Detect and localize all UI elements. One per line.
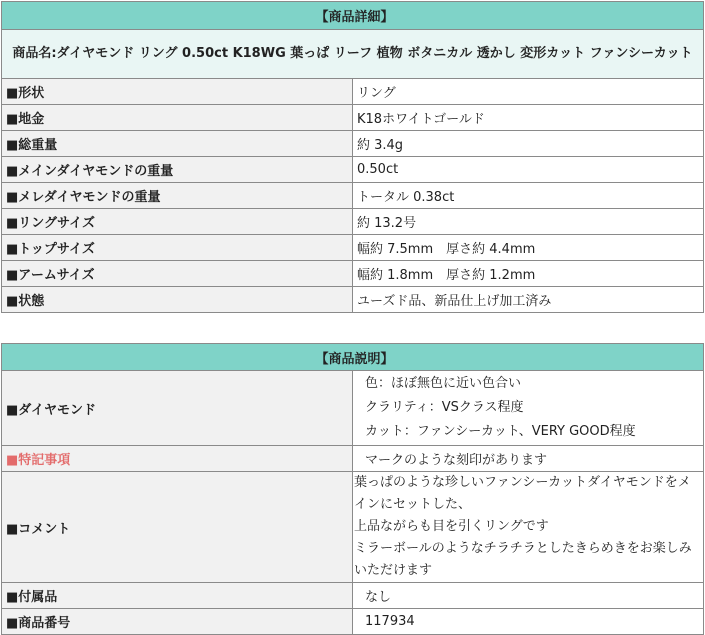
- comment-line: ミラーボールのようなチラチラとしたきらめきをお楽しみいただけます: [354, 541, 692, 578]
- table-row: [2, 131, 704, 157]
- table-row: [2, 79, 704, 105]
- row-value-accessories: なし: [353, 583, 704, 609]
- row-value-top-size: 幅約 7.5mm 厚さ約 4.4mm: [353, 235, 704, 261]
- product-title: 商品名:ダイヤモンド リング 0.50ct K18WG 葉っぱ リーフ 植物 ボタニカル 透かし 変形カット ファンシーカット: [2, 30, 704, 79]
- row-value-condition: ユーズド品、新品仕上げ加工済み: [353, 287, 704, 313]
- row-value-melee-diamond-weight: トータル 0.38ct: [353, 183, 704, 209]
- row-value-item-number: 117934: [353, 609, 704, 635]
- details-header: 【商品詳細】: [2, 2, 704, 30]
- row-label-condition: ■状態: [2, 287, 353, 313]
- row-label-shape: ■形状: [2, 79, 353, 105]
- table-row: [2, 446, 704, 472]
- row-value-metal: K18ホワイトゴールド: [353, 105, 704, 131]
- row-label-diamond: ■ダイヤモンド: [2, 371, 353, 446]
- diamond-color: 色：ほぼ無色に近い色合い: [365, 376, 522, 391]
- row-label-metal: ■地金: [2, 105, 353, 131]
- row-label-top-size: ■トップサイズ: [2, 235, 353, 261]
- table-row: [2, 157, 704, 183]
- row-label-main-diamond-weight: ■メインダイヤモンドの重量: [2, 157, 353, 183]
- description-header: 【商品説明】: [2, 344, 704, 371]
- row-label-special-notes: ■特記事項: [2, 446, 353, 472]
- row-label-ring-size: ■リングサイズ: [2, 209, 353, 235]
- table-row: [2, 235, 704, 261]
- row-value-special-notes: マークのような刻印があります: [353, 446, 704, 472]
- table-row: [2, 287, 704, 313]
- row-value-total-weight: 約 3.4g: [353, 131, 704, 157]
- diamond-cut: カット：ファンシーカット、VERY GOOD程度: [365, 424, 636, 439]
- table-row: [2, 371, 704, 446]
- table-row: [2, 583, 704, 609]
- row-value-comment: [353, 472, 704, 583]
- row-label-melee-diamond-weight: ■メレダイヤモンドの重量: [2, 183, 353, 209]
- row-value-shape: リング: [353, 79, 704, 105]
- row-value-main-diamond-weight: 0.50ct: [353, 157, 704, 183]
- row-label-comment: ■コメント: [2, 472, 353, 583]
- row-label-item-number: ■商品番号: [2, 609, 353, 635]
- table-row: [2, 472, 704, 583]
- table-row: [2, 105, 704, 131]
- row-label-accessories: ■付属品: [2, 583, 353, 609]
- product-details-table: [1, 1, 704, 313]
- row-value-diamond: [353, 371, 704, 446]
- diamond-clarity: クラリティ：VSクラス程度: [365, 400, 524, 415]
- row-label-arm-size: ■アームサイズ: [2, 261, 353, 287]
- row-value-arm-size: 幅約 1.8mm 厚さ約 1.2mm: [353, 261, 704, 287]
- row-label-total-weight: ■総重量: [2, 131, 353, 157]
- table-row: [2, 183, 704, 209]
- table-row: [2, 209, 704, 235]
- table-row: [2, 261, 704, 287]
- comment-line: 上品ながらも目を引くリングです: [354, 519, 549, 534]
- product-description-table: [1, 343, 704, 635]
- row-value-ring-size: 約 13.2号: [353, 209, 704, 235]
- table-row: [2, 609, 704, 635]
- comment-line: 葉っぱのような珍しいファンシーカットダイヤモンドをメインにセットした、: [354, 475, 691, 512]
